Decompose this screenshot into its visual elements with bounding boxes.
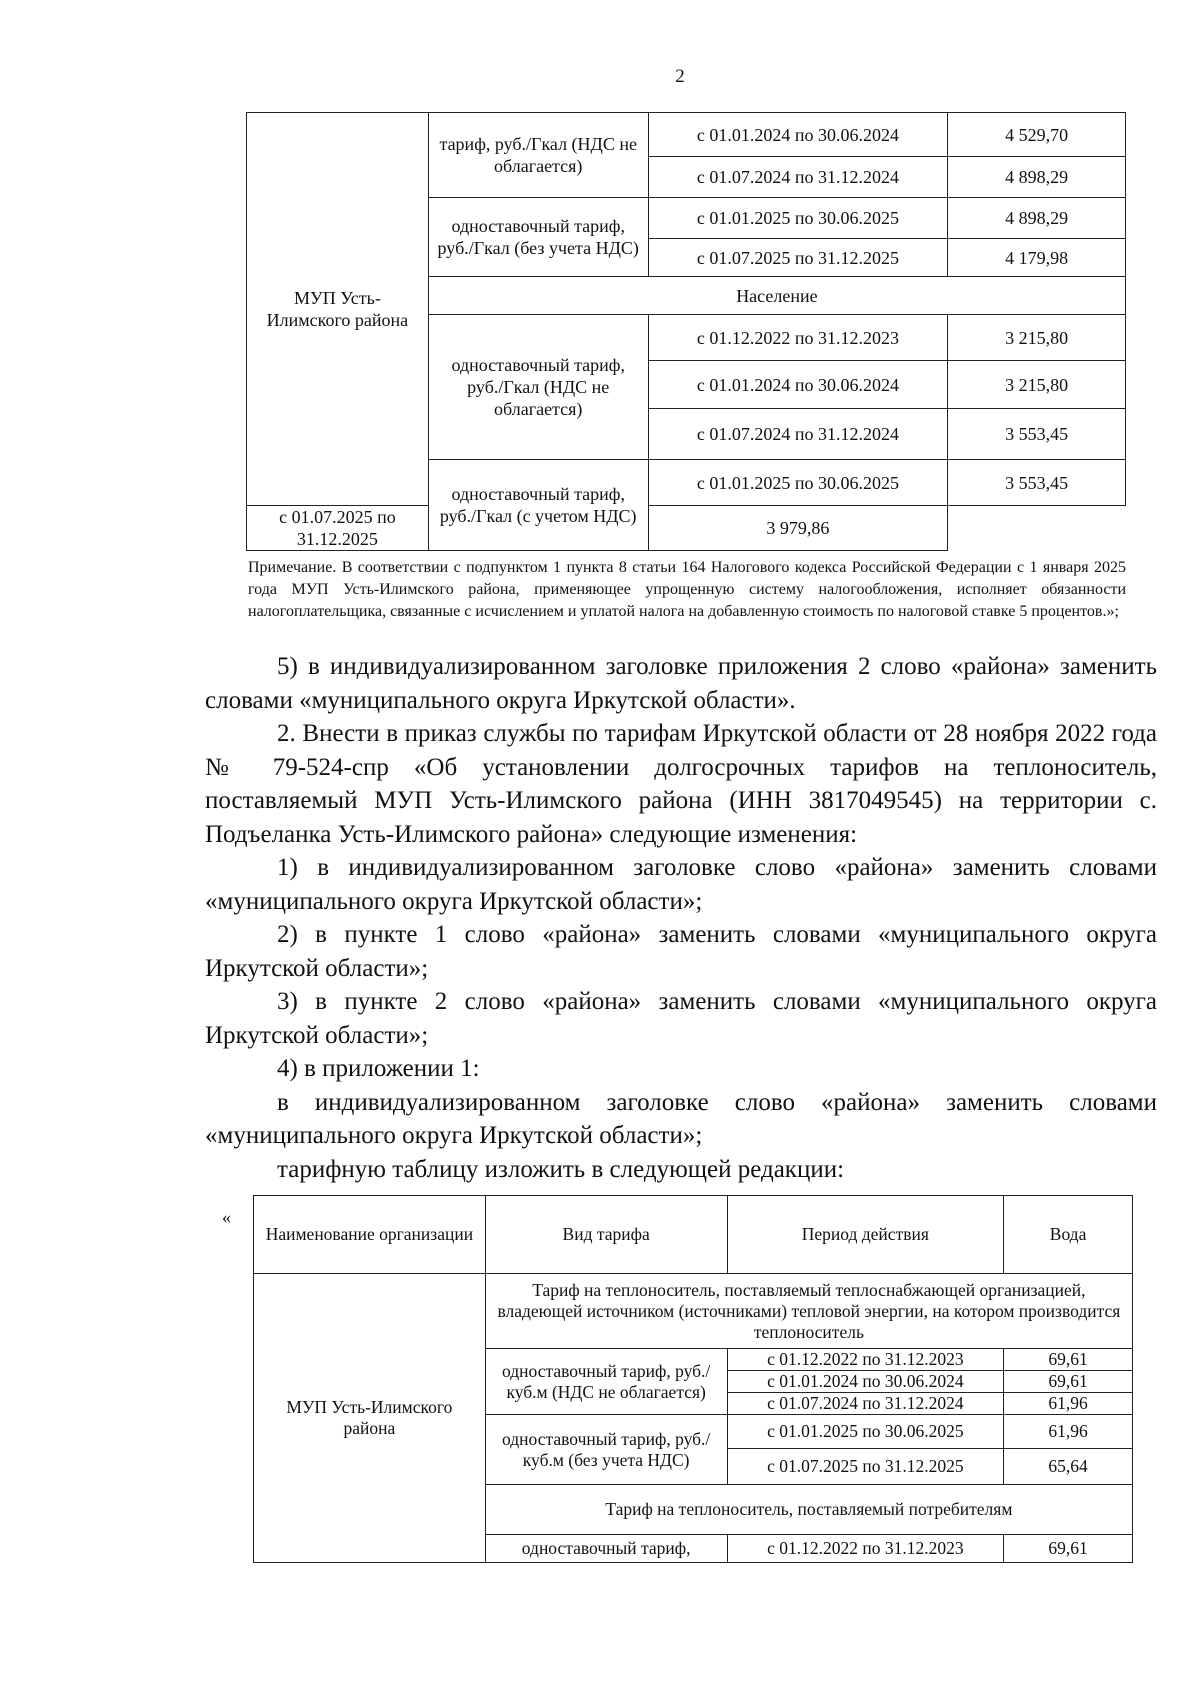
period-cell: с 01.01.2025 по 30.06.2025: [648, 198, 948, 239]
paragraph: 1) в индивидуализированном заголовке слово «района» заменить словами «муниципального округа Иркутской области»;: [205, 854, 1157, 915]
tariff-type-cell: одноставочный тариф, руб./куб.м (без учета НДС): [485, 1415, 727, 1485]
period-cell: с 01.12.2022 по 31.12.2023: [648, 315, 948, 361]
period-cell: с 01.01.2025 по 30.06.2025: [727, 1415, 1004, 1449]
value-cell: 69,61: [1004, 1535, 1133, 1563]
paragraph: 4) в приложении 1:: [277, 1055, 480, 1082]
value-cell: 69,61: [1004, 1371, 1133, 1393]
value-cell: 3 979,86: [648, 506, 948, 551]
value-cell: 3 553,45: [948, 409, 1126, 460]
header-cell: Вода: [1004, 1196, 1133, 1274]
section-header: Население: [428, 277, 1125, 315]
tariff-type-cell: одноставочный тариф,: [485, 1535, 727, 1563]
tariff-table-water: [253, 1195, 1133, 1563]
period-cell: с 01.01.2024 по 30.06.2024: [648, 361, 948, 409]
period-cell: с 01.07.2024 по 31.12.2024: [727, 1393, 1004, 1415]
header-cell: Период действия: [727, 1196, 1004, 1274]
value-cell: 69,61: [1004, 1349, 1133, 1371]
period-cell: с 01.07.2025 по 31.12.2025: [648, 239, 948, 277]
tariff-type-cell: одноставочный тариф, руб./Гкал (с учетом НДС): [428, 460, 648, 551]
value-cell: 61,96: [1004, 1393, 1133, 1415]
header-cell: Вид тарифа: [485, 1196, 727, 1274]
period-cell: с 01.12.2022 по 31.12.2023: [727, 1349, 1004, 1371]
tariff-type-cell: тариф, руб./Гкал (НДС не облагается): [428, 113, 648, 198]
header-cell: Наименование организации: [254, 1196, 486, 1274]
period-cell: с 01.07.2025 по 31.12.2025: [247, 506, 429, 551]
paragraph: 2) в пункте 1 слово «района» заменить словами «муниципального округа Иркутской области»;: [205, 921, 1157, 982]
paragraph: в индивидуализированном заголовке слово «района» заменить словами «муниципального округа Иркутской области»;: [205, 1088, 1157, 1149]
value-cell: 4 898,29: [948, 157, 1126, 198]
value-cell: 3 215,80: [948, 361, 1126, 409]
value-cell: 3 215,80: [948, 315, 1126, 361]
body-text: [205, 650, 1157, 1186]
value-cell: 61,96: [1004, 1415, 1133, 1449]
period-cell: с 01.12.2022 по 31.12.2023: [727, 1535, 1004, 1563]
open-quote-mark: «: [222, 1207, 231, 1227]
period-cell: с 01.07.2024 по 31.12.2024: [648, 157, 948, 198]
note-text: Примечание. В соответствии с подпунктом 1 пункта 8 статьи 164 Налогового кодекса Российской Федерации с 1 января 2025 года МУП Усть-Илимского района, применяющее упрощенную систему налогообложения, исполняет обязанности налогоплательщика, связанные с исчислением и уплатой налога на добавленную стоимость по налоговой ставке 5 процентов.»;: [248, 559, 1126, 620]
period-cell: с 01.01.2024 по 30.06.2024: [648, 113, 948, 157]
section-header: Тариф на теплоноситель, поставляемый потребителям: [485, 1485, 1132, 1535]
value-cell: 4 529,70: [948, 113, 1126, 157]
period-cell: с 01.01.2024 по 30.06.2024: [727, 1371, 1004, 1393]
tariff-type-cell: одноставочный тариф, руб./Гкал (без учета НДС): [428, 198, 648, 277]
paragraph: 5) в индивидуализированном заголовке приложения 2 слово «района» заменить словами «муниципального округа Иркутской области».: [205, 653, 1157, 714]
value-cell: 4 179,98: [948, 239, 1126, 277]
period-cell: с 01.07.2025 по 31.12.2025: [727, 1449, 1004, 1485]
value-cell: 65,64: [1004, 1449, 1133, 1485]
org-name-cell: МУП Усть-Илимского района: [254, 1274, 486, 1563]
value-cell: 4 898,29: [948, 198, 1126, 239]
section-header: Тариф на теплоноситель, поставляемый теплоснабжающей организацией, владеющей источником (источниками) тепловой энергии, на котором производится теплоноситель: [485, 1274, 1132, 1349]
paragraph: 2. Внести в приказ службы по тарифам Иркутской области от 28 ноября 2022 года № 79-524-спр «Об установлении долгосрочных тарифов на теплоноситель, поставляемый МУП Усть-Илимского района (ИНН 3817049545) на территории с. Подъеланка Усть-Илимского района» следующие изменения:: [205, 720, 1157, 848]
value-cell: 3 553,45: [948, 460, 1126, 506]
tariff-table-heat: [246, 112, 1126, 551]
period-cell: с 01.07.2024 по 31.12.2024: [648, 409, 948, 460]
tariff-type-cell: одноставочный тариф, руб./куб.м (НДС не облагается): [485, 1349, 727, 1415]
paragraph: 3) в пункте 2 слово «района» заменить словами «муниципального округа Иркутской области»;: [205, 988, 1157, 1049]
paragraph: тарифную таблицу изложить в следующей редакции:: [277, 1155, 845, 1183]
page-number: 2: [675, 66, 685, 87]
org-name-cell: МУП Усть-Илимского района: [247, 113, 429, 506]
period-cell: с 01.01.2025 по 30.06.2025: [648, 460, 948, 506]
tariff-type-cell: одноставочный тариф, руб./Гкал (НДС не облагается): [428, 315, 648, 460]
